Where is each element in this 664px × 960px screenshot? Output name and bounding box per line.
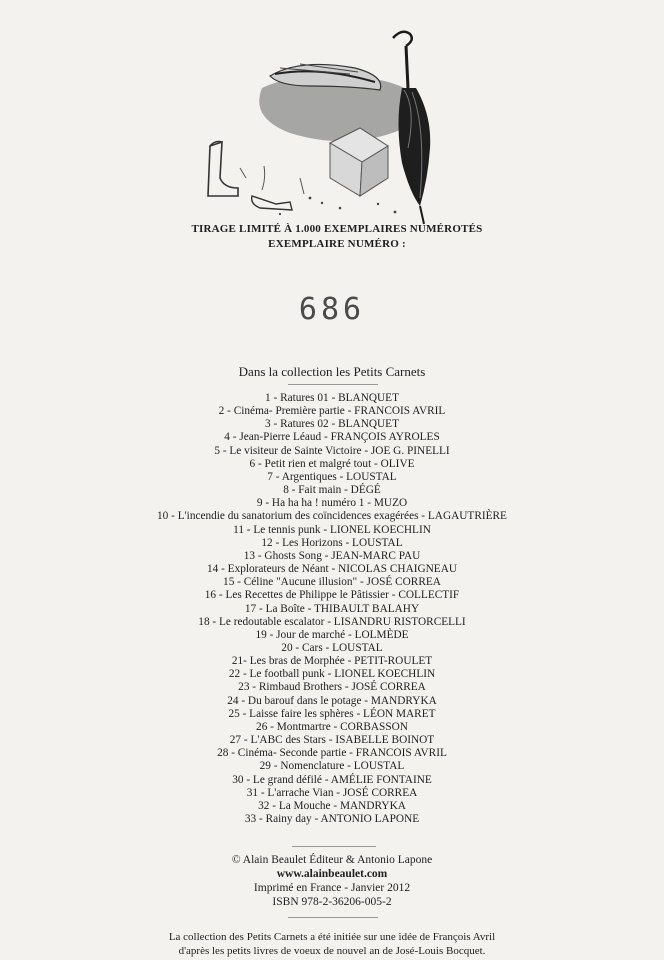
footer-line-2: d'après les petits livres de voeux de nouvel an de José-Louis Bocquet. bbox=[178, 945, 486, 957]
edition-line-1: TIRAGE LIMITÉ À 1.000 EXEMPLAIRES NUMÉROTÉS bbox=[191, 223, 483, 235]
list-item: 4 - Jean-Pierre Léaud - FRANÇOIS AYROLES bbox=[224, 431, 440, 444]
collection-list bbox=[0, 392, 664, 826]
list-item: 5 - Le visiteur de Sainte Victoire - JOE G. PINELLI bbox=[214, 444, 450, 457]
list-item: 21- Les bras de Morphée - PETIT-ROULET bbox=[231, 655, 433, 668]
list-item: 18 - Le redoutable escalator - LISANDRU RISTORCELLI bbox=[198, 615, 466, 628]
list-item: 33 - Rainy day - ANTONIO LAPONE bbox=[244, 813, 420, 825]
list-item: 1 - Ratures 01 - BLANQUET bbox=[265, 392, 399, 404]
list-item: 32 - La Mouche - MANDRYKA bbox=[258, 799, 406, 812]
list-item: 17 - La Boîte - THIBAULT BALAHY bbox=[244, 602, 420, 615]
edition-line-2: EXEMPLAIRE NUMÉRO : bbox=[268, 238, 406, 250]
list-item: 14 - Explorateurs de Néant - NICOLAS CHAIGNEAU bbox=[206, 563, 458, 576]
list-item: 9 - Ha ha ha ! numéro 1 - MUZO bbox=[256, 497, 408, 510]
publisher-url: www.alainbeaulet.com bbox=[276, 868, 388, 880]
list-item: 23 - Rimbaud Brothers - JOSÉ CORREA bbox=[238, 681, 426, 694]
list-item: 26 - Montmartre - CORBASSON bbox=[256, 720, 408, 733]
list-item: 29 - Nomenclature - LOUSTAL bbox=[259, 760, 405, 773]
footer-note bbox=[0, 930, 664, 958]
list-item: 22 - Le football punk - LIONEL KOECHLIN bbox=[228, 668, 436, 681]
credits-block bbox=[0, 853, 664, 909]
list-item: 20 - Cars - LOUSTAL bbox=[281, 641, 383, 654]
list-item: 28 - Cinéma- Seconde partie - FRANCOIS AVRIL bbox=[217, 747, 447, 760]
list-item: 2 - Cinéma- Première partie - FRANCOIS AVRIL bbox=[218, 405, 446, 418]
list-item: 13 - Ghosts Song - JEAN-MARC PAU bbox=[243, 549, 421, 562]
list-item: 24 - Du barouf dans le potage - MANDRYKA bbox=[227, 694, 437, 707]
limited-edition-notice bbox=[0, 222, 664, 252]
list-divider bbox=[292, 846, 376, 847]
copy-number: 686 bbox=[298, 292, 366, 327]
footer-divider bbox=[288, 917, 378, 918]
list-item: 30 - Le grand défilé - AMÉLIE FONTAINE bbox=[232, 773, 432, 786]
hat-umbrella-drawing bbox=[180, 28, 470, 228]
list-item: 19 - Jour de marché - LOLMÈDE bbox=[255, 628, 409, 641]
list-item: 6 - Petit rien et malgré tout - OLIVE bbox=[249, 457, 415, 470]
collection-title: Dans la collection les Petits Carnets bbox=[238, 364, 426, 379]
list-item: 11 - Le tennis punk - LIONEL KOECHLIN bbox=[233, 523, 431, 536]
publisher-credit: © Alain Beaulet Éditeur & Antonio Lapone bbox=[231, 854, 433, 866]
list-item: 27 - L'ABC des Stars - ISABELLE BOINOT bbox=[229, 734, 435, 747]
footer-line-1: La collection des Petits Carnets a été initiée sur une idée de François Avril bbox=[168, 931, 496, 943]
list-item: 3 - Ratures 02 - BLANQUET bbox=[265, 418, 399, 431]
list-item: 7 - Argentiques - LOUSTAL bbox=[267, 470, 397, 483]
list-item: 15 - Céline "Aucune illusion" - JOSÉ CORREA bbox=[223, 576, 441, 589]
list-item: 25 - Laisse faire les sphères - LÉON MARET bbox=[228, 707, 436, 720]
list-item: 31 - L'arrache Vian - JOSÉ CORREA bbox=[246, 786, 418, 799]
list-item: 10 - L'incendie du sanatorium des coïncidences exagérées - LAGAUTRIÈRE bbox=[157, 510, 507, 523]
isbn: ISBN 978-2-36206-005-2 bbox=[272, 896, 392, 908]
list-item: 8 - Fait main - DÉGÉ bbox=[283, 484, 381, 497]
list-item: 12 - Les Horizons - LOUSTAL bbox=[261, 536, 403, 549]
title-divider bbox=[288, 384, 378, 385]
list-item: 16 - Les Recettes de Philippe le Pâtissier - COLLECTIF bbox=[204, 589, 460, 602]
printed-info: Imprimé en France - Janvier 2012 bbox=[253, 882, 411, 894]
